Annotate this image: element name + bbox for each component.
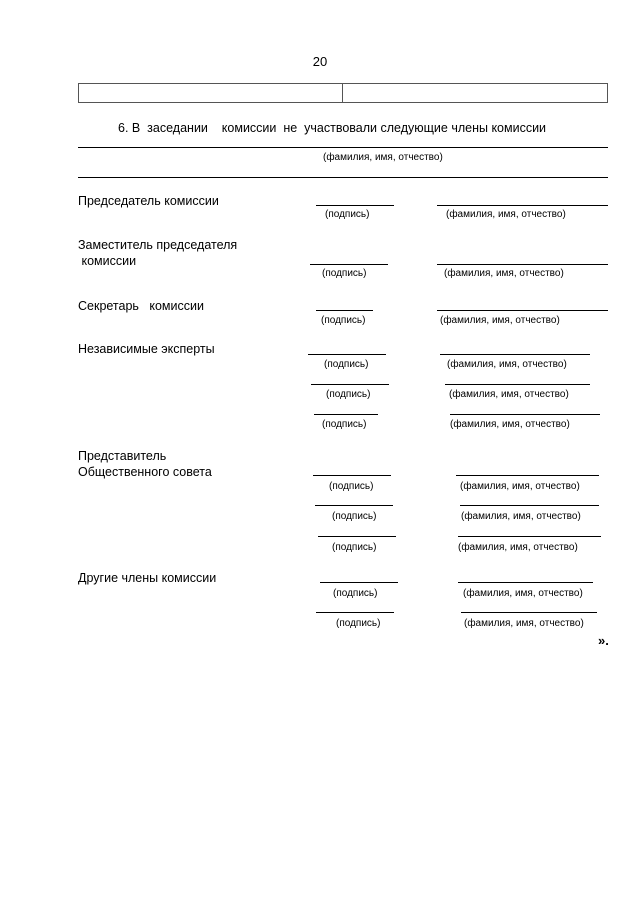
signature-line: [316, 310, 373, 311]
name-caption: (фамилия, имя, отчество): [458, 542, 578, 553]
signature-line: [313, 475, 391, 476]
role-deputy-line2: комиссии: [78, 254, 137, 268]
name-caption: (фамилия, имя, отчество): [463, 588, 583, 599]
header-table-box: [78, 83, 608, 103]
signature-caption: (подпись): [332, 542, 377, 553]
name-line: [437, 264, 608, 265]
name-line: [460, 505, 599, 506]
signature-caption: (подпись): [332, 511, 377, 522]
name-line: [437, 310, 608, 311]
name-caption: (фамилия, имя, отчество): [450, 419, 570, 430]
signature-caption: (подпись): [322, 268, 367, 279]
signature-line: [316, 612, 394, 613]
signature-caption: (подпись): [329, 481, 374, 492]
name-caption: (фамилия, имя, отчество): [449, 389, 569, 400]
absent-members-line: [78, 147, 608, 148]
name-caption: (фамилия, имя, отчество): [440, 315, 560, 326]
signature-line: [318, 536, 396, 537]
role-other-members: Другие члены комиссии: [78, 571, 217, 585]
signature-caption: (подпись): [322, 419, 367, 430]
name-line: [445, 384, 590, 385]
signature-line: [315, 505, 393, 506]
closing-quote: ».: [598, 633, 609, 648]
signature-caption: (подпись): [325, 209, 370, 220]
name-line: [437, 205, 608, 206]
name-caption: (фамилия, имя, отчество): [444, 268, 564, 279]
signature-caption: (подпись): [321, 315, 366, 326]
name-caption: (фамилия, имя, отчество): [447, 359, 567, 370]
name-line: [458, 582, 593, 583]
signature-caption: (подпись): [326, 389, 371, 400]
header-table-divider: [342, 83, 343, 103]
signature-caption: (подпись): [336, 618, 381, 629]
page-number: 20: [312, 54, 328, 69]
signature-line: [311, 384, 389, 385]
name-caption: (фамилия, имя, отчество): [460, 481, 580, 492]
signature-line: [316, 205, 394, 206]
name-caption: (фамилия, имя, отчество): [446, 209, 566, 220]
name-line: [461, 612, 597, 613]
section-heading: 6. В заседании комиссии не участвовали следующие члены комиссии: [118, 121, 547, 135]
role-deputy-line1: Заместитель председателя: [78, 238, 238, 252]
name-line: [458, 536, 601, 537]
role-public-council-line1: Представитель: [78, 449, 167, 463]
signature-caption: (подпись): [324, 359, 369, 370]
role-secretary: Секретарь комиссии: [78, 299, 204, 313]
role-chairman: Председатель комиссии: [78, 194, 219, 208]
name-caption: (фамилия, имя, отчество): [464, 618, 584, 629]
signature-caption: (подпись): [333, 588, 378, 599]
signature-line: [310, 264, 388, 265]
absent-members-caption: (фамилия, имя, отчество): [323, 152, 443, 163]
absent-members-line-2: [78, 177, 608, 178]
name-line: [456, 475, 599, 476]
role-public-council-line2: Общественного совета: [78, 465, 212, 479]
name-line: [440, 354, 590, 355]
signature-line: [314, 414, 378, 415]
signature-line: [320, 582, 398, 583]
name-line: [450, 414, 600, 415]
signature-line: [308, 354, 386, 355]
role-experts: Независимые эксперты: [78, 342, 215, 356]
name-caption: (фамилия, имя, отчество): [461, 511, 581, 522]
